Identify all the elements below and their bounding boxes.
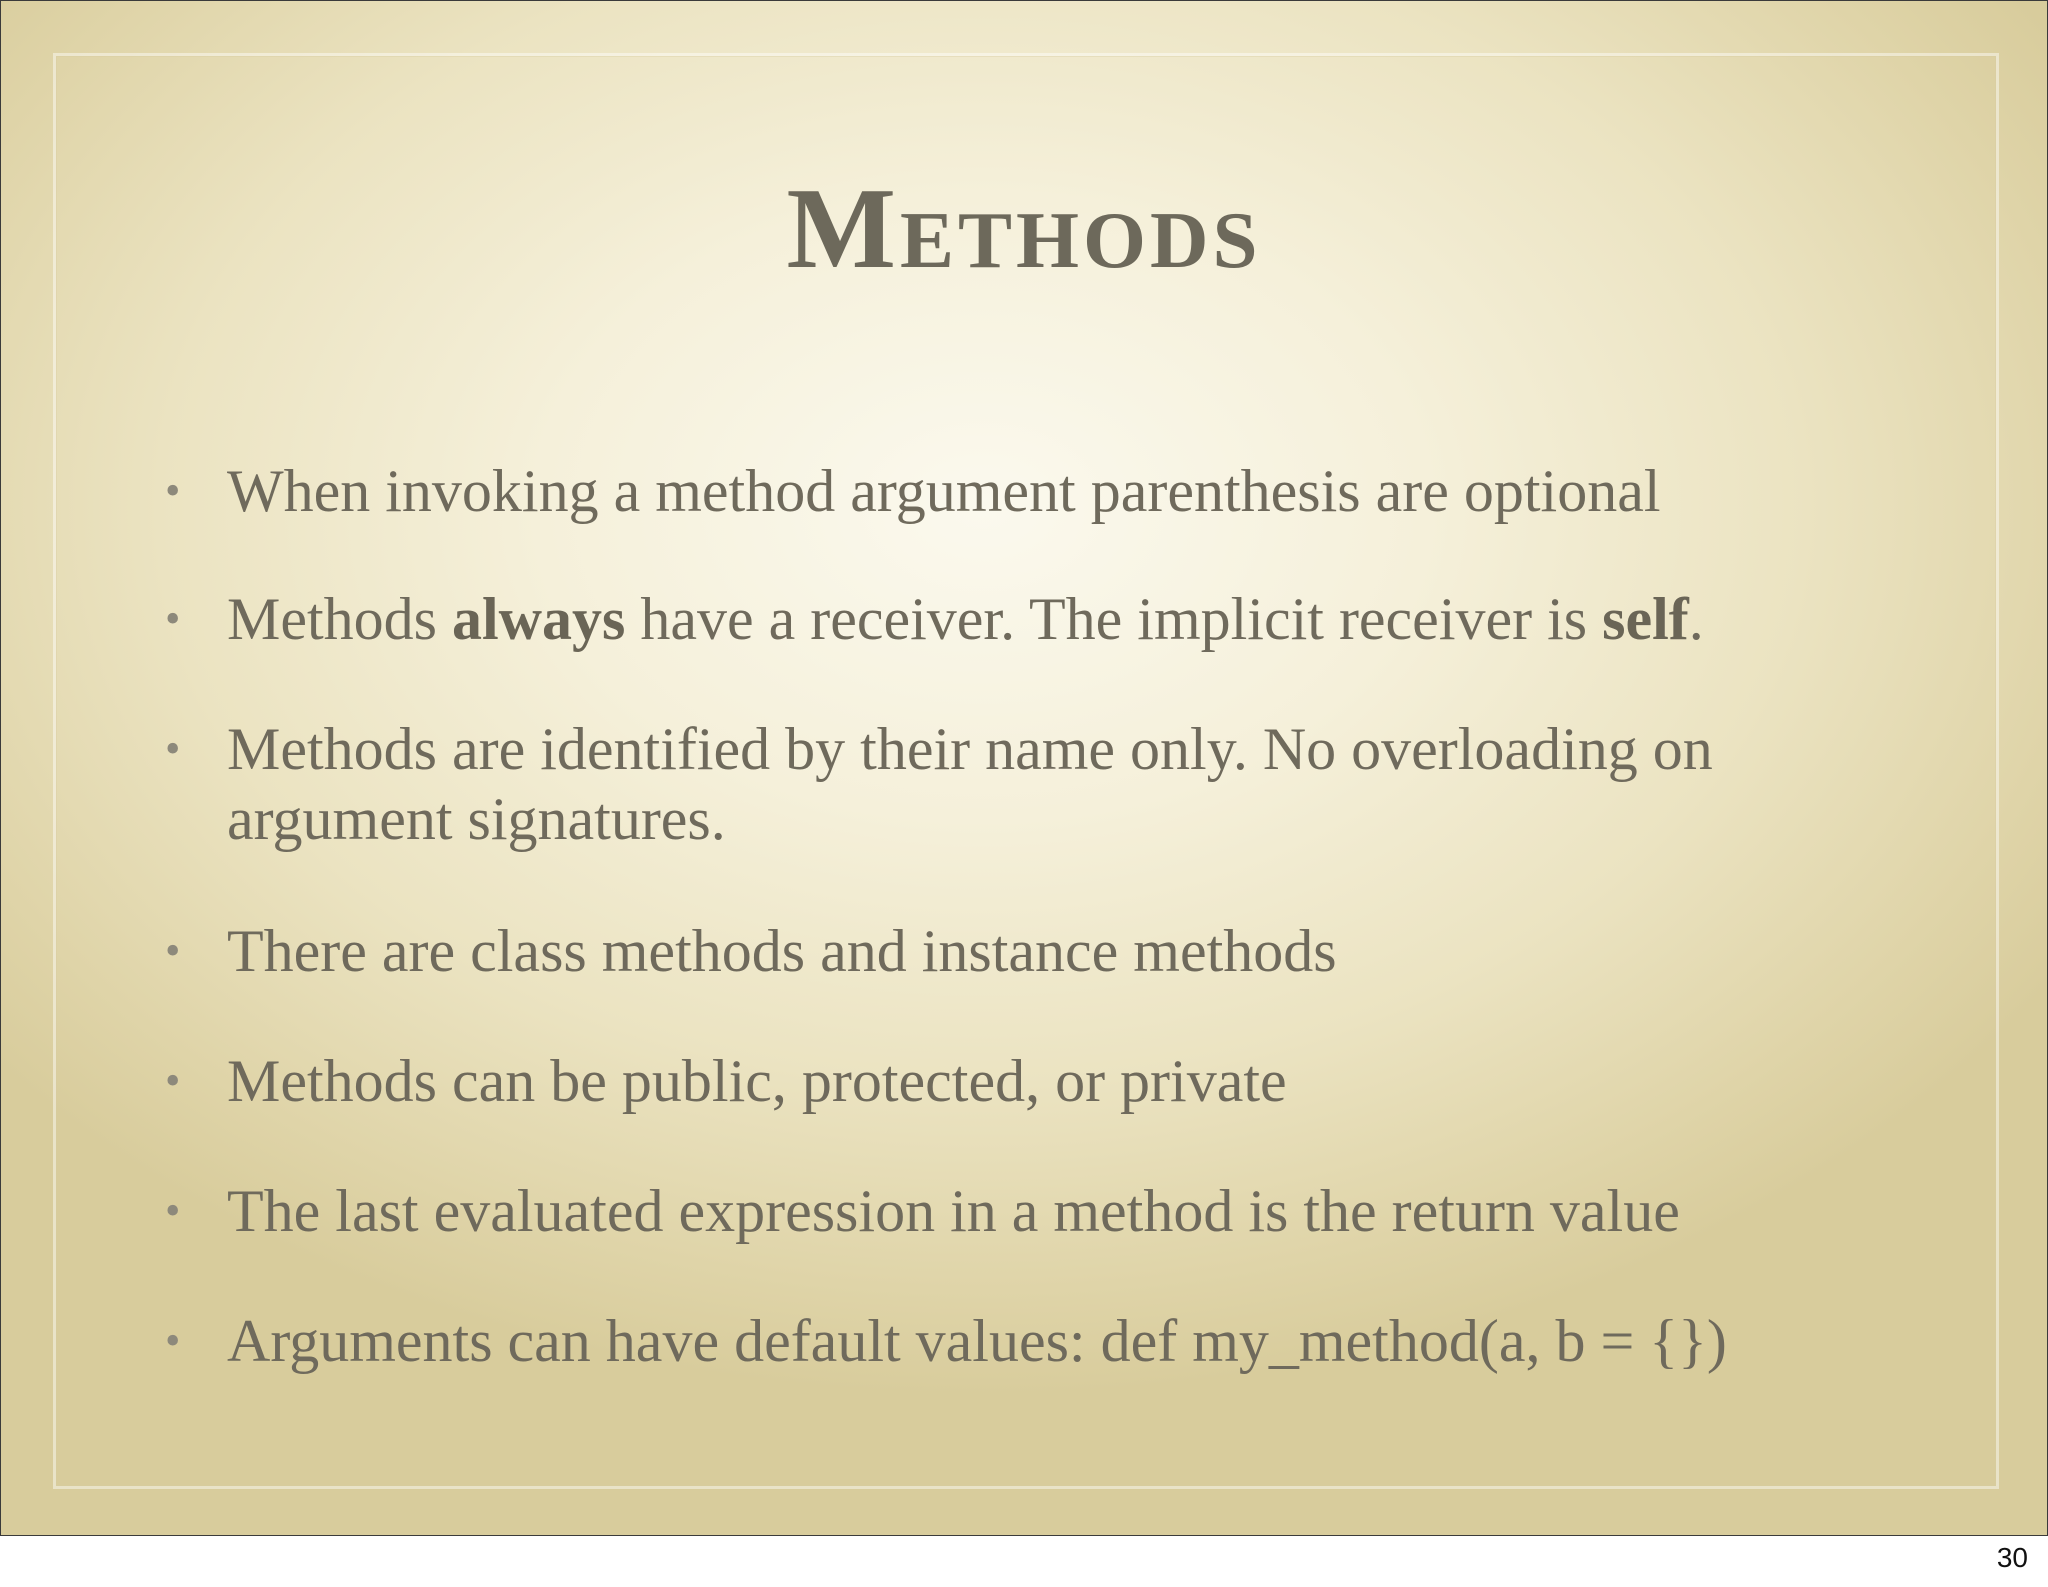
bullet-text: The last evaluated expression in a method is the return value <box>227 1178 1680 1244</box>
bullet-item <box>165 1306 1847 1376</box>
bullet-bold-text: self <box>1602 586 1689 652</box>
bullet-bold-text: always <box>452 586 626 652</box>
bullet-icon: • <box>165 594 181 643</box>
bullet-icon: • <box>165 724 181 773</box>
bullet-text: Methods can be public, protected, or private <box>227 1048 1287 1114</box>
bullet-item <box>165 916 1847 986</box>
bullet-item <box>165 714 1847 854</box>
bullet-text-segment: . <box>1688 586 1704 652</box>
bullet-item <box>165 1176 1847 1246</box>
bullet-icon: • <box>165 926 181 975</box>
bullet-icon: • <box>165 1316 181 1365</box>
bullet-text-segment: Methods <box>227 586 452 652</box>
bullet-item <box>165 456 1847 526</box>
slide-title: Methods <box>786 165 1262 293</box>
bullet-icon: • <box>165 1186 181 1235</box>
bullet-text: When invoking a method argument parenthesis are optional <box>227 458 1661 524</box>
bullet-list <box>1 1 2047 1535</box>
bullet-item <box>165 1046 1847 1116</box>
bullet-item <box>165 584 1847 654</box>
bullet-text: Arguments can have default values: def my_method(a, b = {}) <box>227 1308 1727 1374</box>
page-number: 30 <box>1996 1542 2028 1573</box>
bullet-text: Methods are identified by their name only. No overloading on argument signatures. <box>227 716 1713 852</box>
bullet-icon: • <box>165 466 181 515</box>
bullet-text: There are class methods and instance methods <box>227 918 1337 984</box>
bullet-text-segment: have a receiver. The implicit receiver is <box>625 586 1603 652</box>
bullet-icon: • <box>165 1056 181 1105</box>
